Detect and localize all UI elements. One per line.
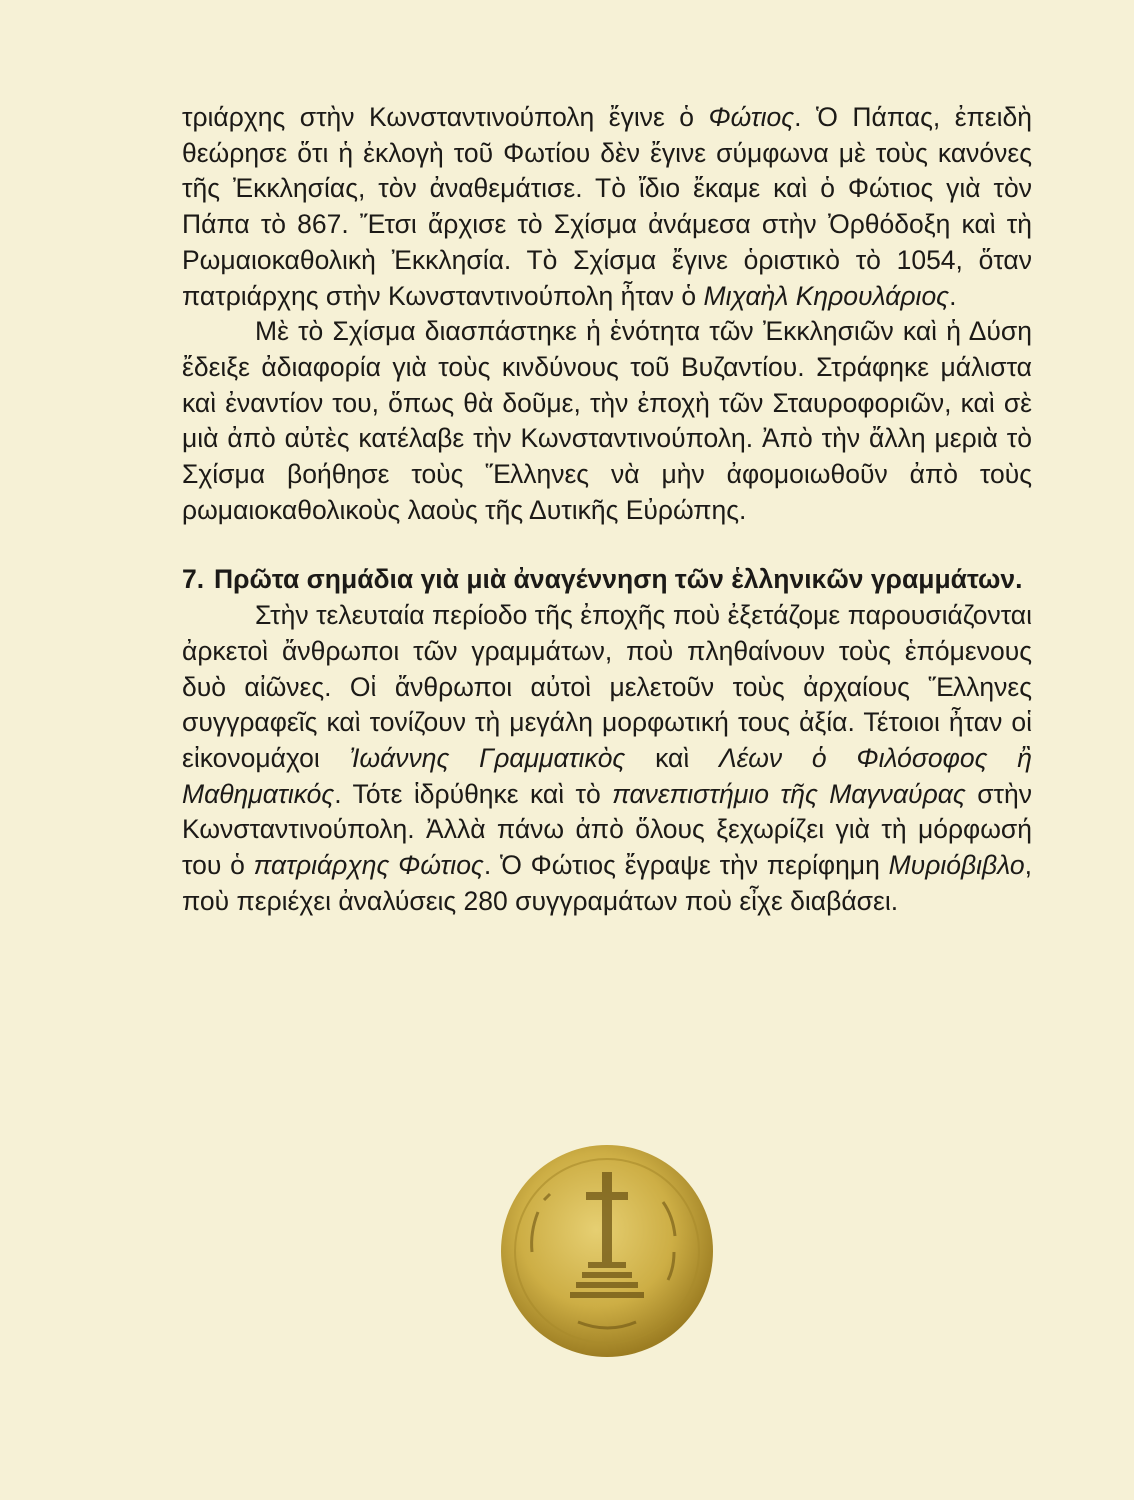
byzantine-gold-coin-image [498, 1142, 716, 1360]
text-run: τριάρχης στὴν Κωνσταντινούπολη ἔγινε ὁ [182, 102, 709, 132]
paragraph-revival [182, 598, 1032, 919]
paragraph-schism-origin [182, 100, 1032, 314]
text-run: . Τότε ἱδρύθηκε καὶ τὸ [334, 778, 613, 809]
italic-myriobiblos: Μυριόβιβλο [888, 850, 1025, 881]
text-run: Στὴν τελευταία περίοδο τῆς ἐποχῆς ποὺ ἐξετάζομε παρουσιάζονται ἀρκετοὶ ἄνθρωποι τῶν γραμμάτων, ποὺ πληθαίνουν τοὺς ἑπόμενους δυὸ αἰῶνες. Οἱ ἄνθρωποι αὐτοὶ μελετοῦν τοὺς ἀρχαίους Ἕλληνες συγγραφεῖς καὶ τονίζουν τὴ μεγάλη μορφωτική τους ἀξία. Τέτοιοι ἦταν οἱ εἰκονομάχοι [182, 600, 1032, 773]
section-heading [182, 562, 1032, 598]
body-text [182, 100, 1032, 919]
text-run: στὴν Κωνσταντινούπολη. Ἀλλὰ πάνω ἀπὸ ὅλους ξεχωρίζει γιὰ τὴ μόρφωσή του ὁ [182, 778, 1033, 881]
text-run: . Ὁ Πάπας, ἐπειδὴ θεώρησε ὅτι ἡ ἐκλογὴ τοῦ Φωτίου δὲν ἔγινε σύμφωνα μὲ τοὺς κανόνες τῆς Ἐκκλησίας, τὸν ἀναθεμάτισε. Τὸ ἴδιο ἔκαμε καὶ ὁ Φώτιος γιὰ τὸν Πάπα τὸ 867. Ἔτσι ἄρχισε τὸ Σχίσμα ἀνάμεσα στὴν Ὀρθόδοξη καὶ τὴ Ρωμαιοκαθολικὴ Ἐκκλησία. Τὸ Σχίσμα ἔγινε ὁριστικὸ τὸ 1054, ὅταν πατριάρχης στὴν Κωνσταντινούπολη ἦταν ὁ [182, 102, 1032, 311]
italic-name-cerularius: Μιχαὴλ Κηρουλάριος [703, 280, 950, 311]
text-run: . Ὁ Φώτιος ἔγραψε τὴν περίφημη [483, 850, 889, 881]
italic-name-photius: Φώτιος [708, 102, 795, 132]
italic-name-grammatikos: Ἰωάννης Γραμματικὸς [349, 742, 626, 773]
italic-magnaura-university: πανεπιστήμιο τῆς Μαγναύρας [612, 778, 966, 809]
italic-patriarch-photius: πατριάρχης Φώτιος [253, 850, 484, 881]
text-run: . [949, 280, 957, 311]
text-run: καὶ [625, 742, 719, 773]
paragraph-schism-effects: Μὲ τὸ Σχίσμα διασπάστηκε ἡ ἑνότητα τῶν Ἐκκλησιῶν καὶ ἡ Δύση ἔδειξε ἀδιαφορία γιὰ τοὺς κινδύνους τοῦ Βυζαντίου. Στράφηκε μάλιστα καὶ ἐναντίον του, ὅπως θὰ δοῦμε, τὴν ἐποχὴ τῶν Σταυροφοριῶν, καὶ σὲ μιὰ ἀπὸ αὐτὲς κατέλαβε τὴν Κωνσταντινούπολη. Ἀπὸ τὴν ἄλλη μεριὰ τὸ Σχίσμα βοήθησε τοὺς Ἕλληνες νὰ μὴν ἀφομοιωθοῦν ἀπὸ τοὺς ρωμαιοκαθολικοὺς λαοὺς τῆς Δυτικῆς Εὐρώπης. [182, 316, 1032, 525]
text-run: , ποὺ περιέχει ἀναλύσεις 280 συγγραμάτων ποὺ εἶχε διαβάσει. [182, 850, 1032, 916]
section-number: 7. [182, 564, 205, 595]
italic-name-leo: Λέων ὁ Φιλόσοφος ἢ Μαθηματικός [182, 742, 1032, 809]
section-title: Πρῶτα σημάδια γιὰ μιὰ ἀναγέννηση τῶν ἑλληνικῶν γραμμάτων. [214, 564, 1023, 595]
